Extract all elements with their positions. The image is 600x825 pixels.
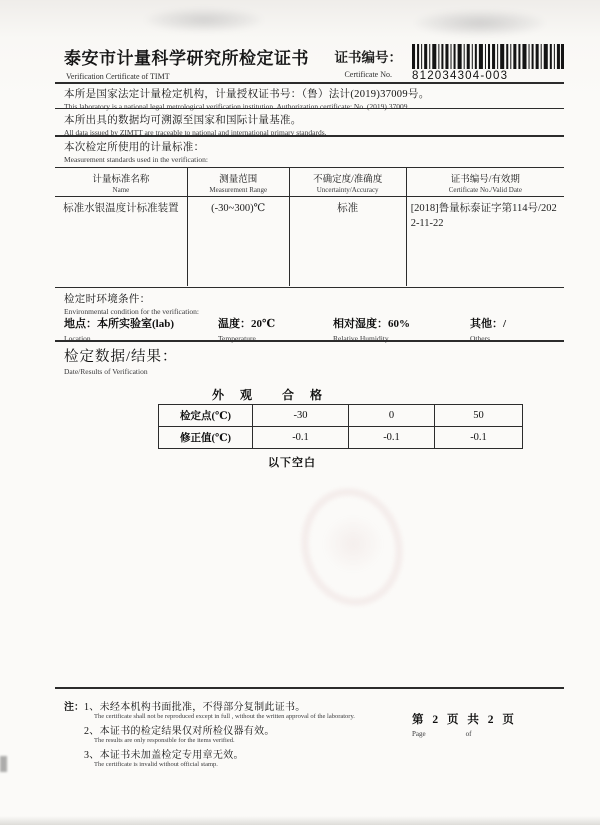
results-value: -0.1 (253, 427, 349, 449)
env-humidity-label-en: Relative Humidity (333, 334, 389, 343)
column-header-range (187, 168, 289, 197)
note-item (84, 746, 355, 768)
barcode-block (412, 44, 564, 82)
appearance-result: 外 观 合 格 (212, 388, 325, 402)
standards-table (55, 167, 564, 288)
results-value: -0.1 (349, 427, 435, 449)
traceability-statement (64, 112, 564, 137)
divider (55, 82, 564, 84)
cell-standard-name: 标准水银温度计标准装置 (63, 203, 179, 214)
page-number-zh: 第 2 页 共 2 页 (412, 714, 517, 726)
certificate-number-label: 证书编号： (334, 50, 402, 65)
env-field-temperature (218, 315, 275, 343)
environment-heading-en: Environmental condition for the verification: (64, 307, 199, 316)
header-en: Certificate No./Valid Date (448, 186, 522, 194)
certificate-number-block (335, 44, 565, 82)
authorization-statement-en: This laboratory is a national legal metrological verification institution. Authorization certificate: No. (2019) 37009. (64, 102, 410, 111)
results-section-heading (64, 345, 178, 376)
page-title-en: Verification Certificate of TIMT (66, 72, 170, 81)
standards-heading-zh: 本次检定所使用的计量标准： (64, 142, 205, 153)
barcode-icon (412, 44, 564, 69)
divider (55, 687, 564, 689)
environment-section-heading (64, 291, 564, 316)
note-item (84, 698, 355, 720)
env-humidity-value: 相对湿度：60% (333, 318, 410, 330)
environment-heading-zh: 检定时环境条件： (64, 294, 151, 305)
notes-list (84, 698, 355, 770)
note-en: The certificate is invalid without official stamp. (94, 761, 218, 768)
blank-below-note: 以下空白 (268, 457, 316, 469)
traceability-statement-en: All data issued by ZIMTT are traceable to national and international primary standards. (64, 128, 327, 137)
authorization-statement-zh: 本所是国家法定计量检定机构，计量授权证书号：（鲁）法计(2019)37009号。 (64, 89, 430, 100)
scan-edge-mark (0, 756, 7, 772)
header-en: Measurement Range (209, 186, 268, 194)
page-number-block (412, 711, 517, 738)
certificate-number-labels (335, 44, 403, 82)
results-heading-zh: 检定数据/结果： (64, 349, 178, 365)
env-location-label-en: Location (64, 334, 91, 343)
divider (55, 135, 564, 137)
env-temperature-value: 温度：20℃ (218, 318, 276, 330)
header-zh: 计量标准名称 (92, 175, 150, 185)
header-en: Name (112, 186, 130, 194)
results-row-label: 修正值(℃) (159, 427, 253, 449)
certificate-number-value: 812034304-003 (412, 70, 509, 82)
scan-smudge (145, 8, 263, 32)
env-field-location (64, 315, 174, 343)
env-temperature-label-en: Temperature (218, 334, 256, 343)
header-en: Uncertainty/Accuracy (316, 186, 379, 194)
of-label: of (465, 730, 472, 738)
divider (55, 340, 564, 342)
results-row-points (159, 405, 523, 427)
page-title: 泰安市计量科学研究所检定证书 (64, 49, 309, 68)
title-block (64, 44, 309, 82)
header-zh: 测量范围 (219, 175, 258, 185)
standards-heading-en: Measurement standards used in the verification: (64, 155, 208, 164)
faint-stamp-watermark (322, 515, 384, 573)
note-en: The certificate shall not be reproduced except in full , without the written approval of the laboratory. (94, 713, 355, 720)
env-others-value: 其他：/ (470, 318, 507, 330)
certificate-header (64, 44, 564, 82)
divider (55, 108, 564, 109)
header-zh: 不确定度/准确度 (313, 175, 383, 185)
results-value: 0 (349, 405, 435, 427)
results-value: -30 (253, 405, 349, 427)
results-heading-en: Date/Results of Verification (64, 367, 148, 376)
page-number-en (412, 730, 508, 738)
env-field-humidity (333, 315, 410, 343)
scan-smudge (415, 10, 545, 36)
standards-table-row (55, 197, 564, 287)
footer-notes (64, 698, 409, 770)
cell-measurement-range: (-30~300)℃ (187, 197, 289, 287)
certificate-number-label-en: Certificate No. (344, 70, 393, 79)
standards-table-header-row (55, 168, 564, 197)
note-en: The results are only responsible for the items verified. (94, 737, 235, 744)
note-zh: 1、未经本机构书面批准，不得部分复制此证书。 (84, 702, 306, 713)
results-row-label: 检定点(℃) (159, 405, 253, 427)
results-value: -0.1 (435, 427, 523, 449)
column-header-name (55, 168, 187, 197)
env-others-label-en: Others (470, 334, 490, 343)
env-location-value: 地点：本所实验室(lab) (64, 318, 174, 330)
header-zh: 证书编号/有效期 (450, 175, 520, 185)
scan-bottom-shadow (0, 816, 600, 825)
notes-label: 注： (64, 702, 84, 713)
standards-section-heading (64, 139, 564, 164)
results-table (158, 404, 523, 449)
note-item (84, 722, 355, 744)
results-row-corrections (159, 427, 523, 449)
column-header-uncertainty (289, 168, 406, 197)
note-zh: 2、本证书的检定结果仅对所检仪器有效。 (84, 726, 275, 737)
env-field-others (470, 315, 506, 343)
results-value: 50 (435, 405, 523, 427)
column-header-certificate (406, 168, 564, 197)
page-label: Page (412, 730, 426, 738)
cell-uncertainty: 标准 (289, 197, 406, 287)
note-zh: 3、本证书未加盖检定专用章无效。 (84, 750, 244, 761)
cell-certificate-no: [2018]鲁量标泰证字第114号/2022-11-22 (406, 197, 564, 287)
traceability-statement-zh: 本所出具的数据均可溯源至国家和国际计量基准。 (64, 115, 302, 126)
